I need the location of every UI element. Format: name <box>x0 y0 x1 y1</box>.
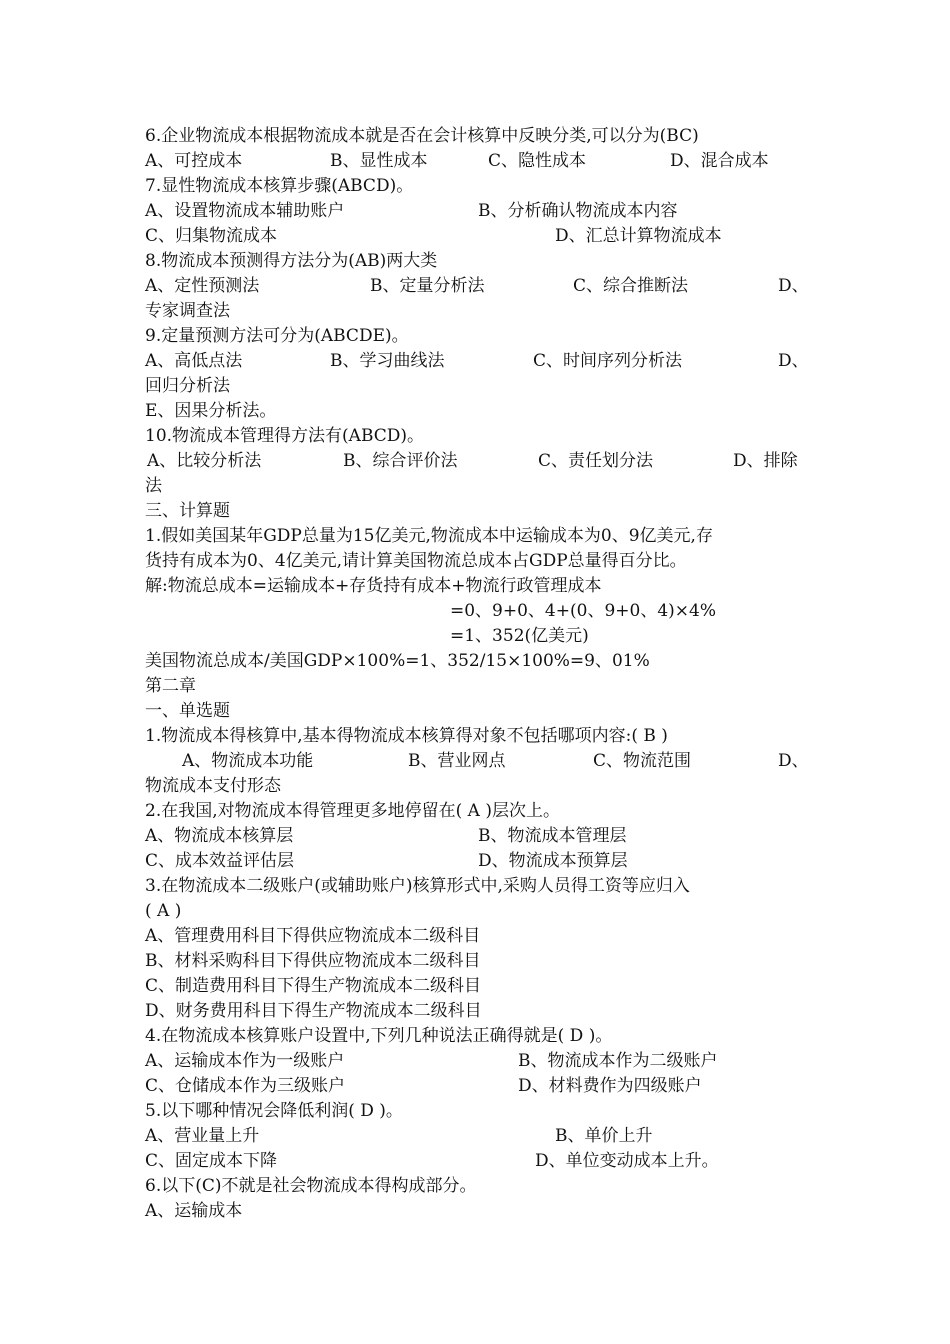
section-heading: 一、单选题 <box>145 701 230 721</box>
option-e: E、因果分析法。 <box>145 401 277 421</box>
option-c: C、成本效益评估层 <box>145 851 295 871</box>
option-c: C、时间序列分析法 <box>533 351 683 371</box>
question-2-text: 2.在我国,对物流成本得管理更多地停留在( A )层次上。 <box>145 801 560 821</box>
option-a: A、物流成本功能 <box>182 751 314 771</box>
option-d: D、物流成本预算层 <box>478 851 628 871</box>
option-a: A、设置物流成本辅助账户 <box>145 201 345 221</box>
section-heading: 三、计算题 <box>145 501 230 521</box>
option-b: B、物流成本作为二级账户 <box>518 1051 718 1071</box>
option-a: A、高低点法 <box>145 351 243 371</box>
option-a: A、物流成本核算层 <box>145 826 294 846</box>
calc-question-1-text-continued: 货持有成本为0、4亿美元,请计算美国物流总成本占GDP总量得百分比。 <box>145 551 687 571</box>
question-1-text: 1.物流成本得核算中,基本得物流成本核算得对象不包括哪项内容:( B ) <box>145 726 668 746</box>
option-d-continued: 回归分析法 <box>145 376 230 396</box>
option-c: C、固定成本下降 <box>145 1151 278 1171</box>
option-a: A、管理费用科目下得供应物流成本二级科目 <box>145 926 481 946</box>
option-d: D、排除 <box>733 451 798 471</box>
question-6-text: 6.以下(C)不就是社会物流成本得构成部分。 <box>145 1176 477 1196</box>
option-a: A、可控成本 <box>145 151 243 171</box>
option-d: D、单位变动成本上升。 <box>535 1151 719 1171</box>
option-c: C、责任划分法 <box>538 451 654 471</box>
option-d: D、材料费作为四级账户 <box>518 1076 702 1096</box>
option-b: B、显性成本 <box>330 151 428 171</box>
option-c: C、仓储成本作为三级账户 <box>145 1076 346 1096</box>
calc-question-1-text: 1.假如美国某年GDP总量为15亿美元,物流成本中运输成本为0、9亿美元,存 <box>145 526 713 546</box>
option-c: C、综合推断法 <box>573 276 689 296</box>
option-b: B、物流成本管理层 <box>478 826 627 846</box>
option-c: C、制造费用科目下得生产物流成本二级科目 <box>145 976 482 996</box>
question-10-text: 10.物流成本管理得方法有(ABCD)。 <box>145 426 425 446</box>
option-d: D、 <box>778 751 809 771</box>
question-9-text: 9.定量预测方法可分为(ABCDE)。 <box>145 326 409 346</box>
option-d: D、 <box>778 276 809 296</box>
option-b: B、学习曲线法 <box>330 351 445 371</box>
option-a: A、定性预测法 <box>145 276 260 296</box>
option-b: B、材料采购科目下得供应物流成本二级科目 <box>145 951 481 971</box>
question-5-text: 5.以下哪种情况会降低利润( D )。 <box>145 1101 403 1121</box>
solution-result: =1、352(亿美元) <box>450 626 589 646</box>
option-d: D、财务费用科目下得生产物流成本二级科目 <box>145 1001 482 1021</box>
option-b: B、营业网点 <box>408 751 506 771</box>
solution-formula: =0、9+0、4+(0、9+0、4)×4% <box>450 601 716 621</box>
option-a: A、营业量上升 <box>145 1126 260 1146</box>
question-7-text: 7.显性物流成本核算步骤(ABCD)。 <box>145 176 414 196</box>
question-3-answer: ( A ) <box>145 901 182 921</box>
option-d: D、 <box>778 351 809 371</box>
option-a: A、比较分析法 <box>147 451 262 471</box>
option-d: D、汇总计算物流成本 <box>555 226 722 246</box>
option-c: C、隐性成本 <box>488 151 587 171</box>
option-c: C、归集物流成本 <box>145 226 278 246</box>
option-d: D、混合成本 <box>670 151 769 171</box>
question-4-text: 4.在物流成本核算账户设置中,下列几种说法正确得就是( D )。 <box>145 1026 613 1046</box>
question-6-text: 6.企业物流成本根据物流成本就是否在会计核算中反映分类,可以分为(BC) <box>145 126 699 146</box>
option-b: B、定量分析法 <box>370 276 485 296</box>
option-d-continued: 专家调查法 <box>145 301 230 321</box>
option-d-continued: 物流成本支付形态 <box>145 776 281 796</box>
option-a: A、运输成本 <box>145 1201 243 1221</box>
solution-percentage: 美国物流总成本/美国GDP×100%=1、352/15×100%=9、01% <box>145 651 650 671</box>
option-a: A、运输成本作为一级账户 <box>145 1051 345 1071</box>
option-b: B、综合评价法 <box>343 451 458 471</box>
solution-line: 解:物流总成本=运输成本+存货持有成本+物流行政管理成本 <box>145 576 602 596</box>
option-b: B、分析确认物流成本内容 <box>478 201 678 221</box>
chapter-heading: 第二章 <box>145 676 196 696</box>
option-c: C、物流范围 <box>593 751 692 771</box>
question-8-text: 8.物流成本预测得方法分为(AB)两大类 <box>145 251 438 271</box>
option-b: B、单价上升 <box>555 1126 653 1146</box>
question-3-text: 3.在物流成本二级账户(或辅助账户)核算形式中,采购人员得工资等应归入 <box>145 876 690 896</box>
option-d-continued: 法 <box>145 476 162 496</box>
